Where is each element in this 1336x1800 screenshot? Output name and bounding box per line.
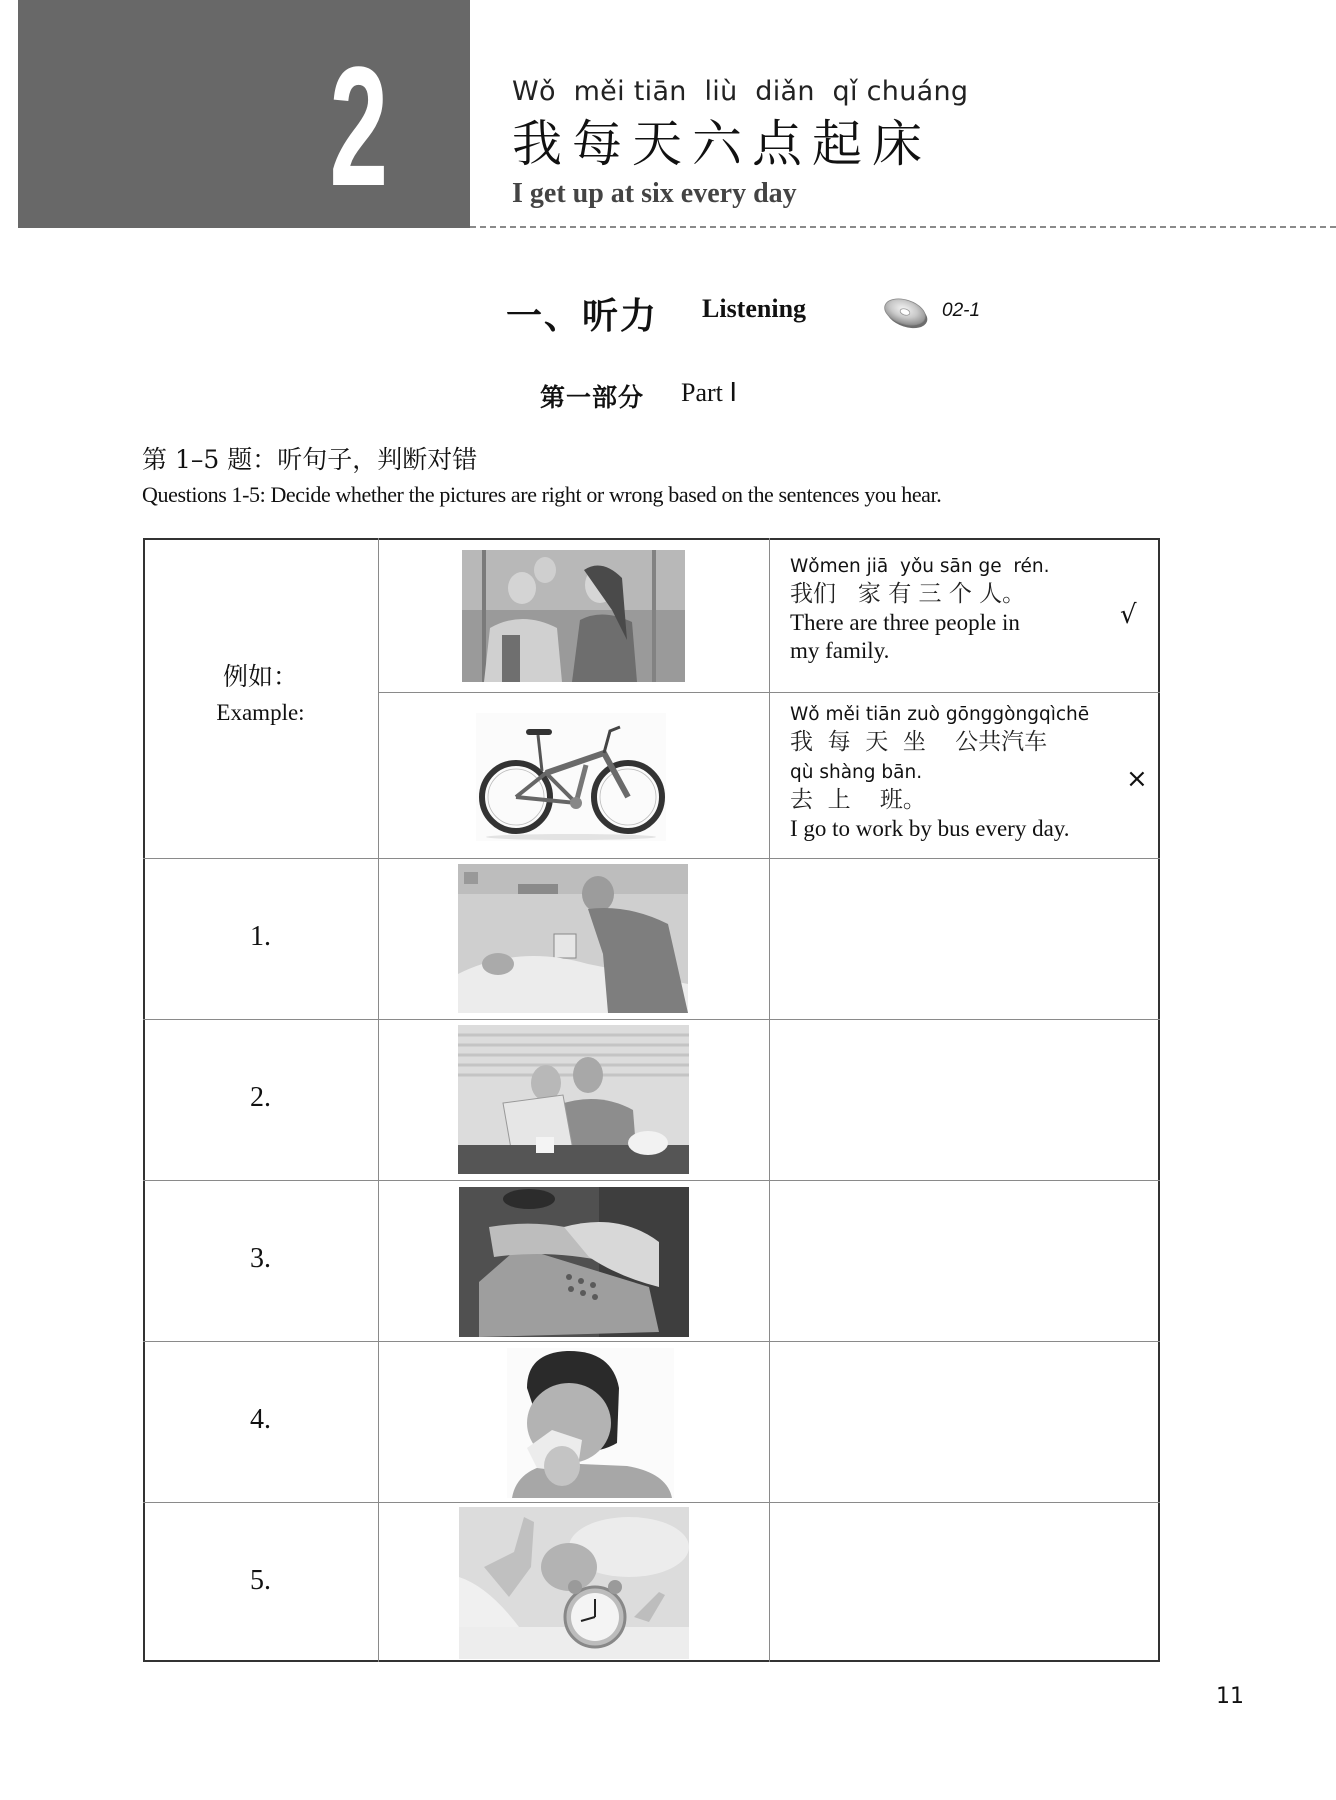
chapter-number: 2 bbox=[329, 32, 387, 222]
question-number: 3. bbox=[250, 1243, 271, 1274]
sneezing-photo bbox=[507, 1348, 674, 1498]
cd-icon[interactable] bbox=[882, 296, 930, 330]
chapter-number-box bbox=[18, 0, 470, 228]
cross-icon: × bbox=[1126, 764, 1148, 794]
lesson-title-english: I get up at six every day bbox=[512, 178, 797, 209]
instructions-chinese: 第 1–5 题：听句子，判断对错 bbox=[142, 445, 478, 474]
alarm-clock-photo bbox=[459, 1507, 689, 1659]
example-2-answer bbox=[790, 703, 1090, 843]
part-title-english: Part Ⅰ bbox=[681, 378, 738, 407]
question-number: 1. bbox=[250, 921, 271, 952]
couple-breakfast-photo bbox=[458, 1025, 689, 1174]
example-1-chinese: 我们 家 有 三 个 人。 bbox=[790, 581, 1026, 607]
question-number: 4. bbox=[250, 1404, 271, 1435]
question-number: 2. bbox=[250, 1082, 271, 1113]
example-2-pinyin-line2: qù shàng bān. bbox=[790, 762, 923, 783]
example-2-chinese-line2: 去 上 班。 bbox=[790, 787, 926, 813]
lesson-title-chinese: 我每天六点起床 bbox=[512, 115, 932, 173]
header-dashed-divider bbox=[470, 226, 1336, 228]
example-1-pinyin: Wǒmen jiā yǒu sān ge rén. bbox=[790, 556, 1050, 577]
table-column-divider bbox=[769, 538, 770, 1662]
family-photo bbox=[462, 550, 685, 682]
table-column-divider bbox=[378, 538, 379, 1662]
example-2-chinese-line1: 我 每 天 坐 公共汽车 bbox=[790, 729, 1048, 755]
nurse-patient-photo bbox=[458, 864, 688, 1013]
example-2-english: I go to work by bus every day. bbox=[790, 816, 1070, 841]
table-row-divider bbox=[143, 1341, 1160, 1342]
example-row-divider bbox=[378, 692, 1160, 693]
check-icon: √ bbox=[1120, 600, 1137, 630]
telephone-photo bbox=[459, 1187, 689, 1337]
example-1-english-line1: There are three people in bbox=[790, 610, 1020, 635]
example-2-pinyin-line1: Wǒ měi tiān zuò gōnggòngqìchē bbox=[790, 704, 1090, 725]
page-number: 11 bbox=[1216, 1684, 1244, 1709]
example-label-chinese: 例如： bbox=[222, 662, 298, 691]
table-row-divider bbox=[143, 858, 1160, 859]
table-row-divider bbox=[143, 1019, 1160, 1020]
example-1-answer bbox=[790, 555, 1090, 665]
instructions-english: Questions 1-5: Decide whether the pictures are right or wrong based on the sentences you hear. bbox=[142, 482, 942, 507]
table-row-divider bbox=[143, 1180, 1160, 1181]
example-label-english: Example: bbox=[216, 700, 305, 725]
audio-track-label: 02-1 bbox=[942, 300, 981, 321]
part-title-chinese: 第一部分 bbox=[540, 383, 645, 412]
lesson-title-pinyin: Wǒ měi tiān liù diǎn qǐ chuáng bbox=[512, 76, 969, 107]
table-row-divider bbox=[143, 1502, 1160, 1503]
section-title-english: Listening bbox=[702, 294, 807, 323]
question-number: 5. bbox=[250, 1565, 271, 1596]
example-1-english-line2: my family. bbox=[790, 638, 890, 663]
example-label bbox=[143, 660, 378, 730]
section-title-chinese: 一、听力 bbox=[506, 295, 659, 337]
bicycle-photo bbox=[476, 713, 666, 841]
